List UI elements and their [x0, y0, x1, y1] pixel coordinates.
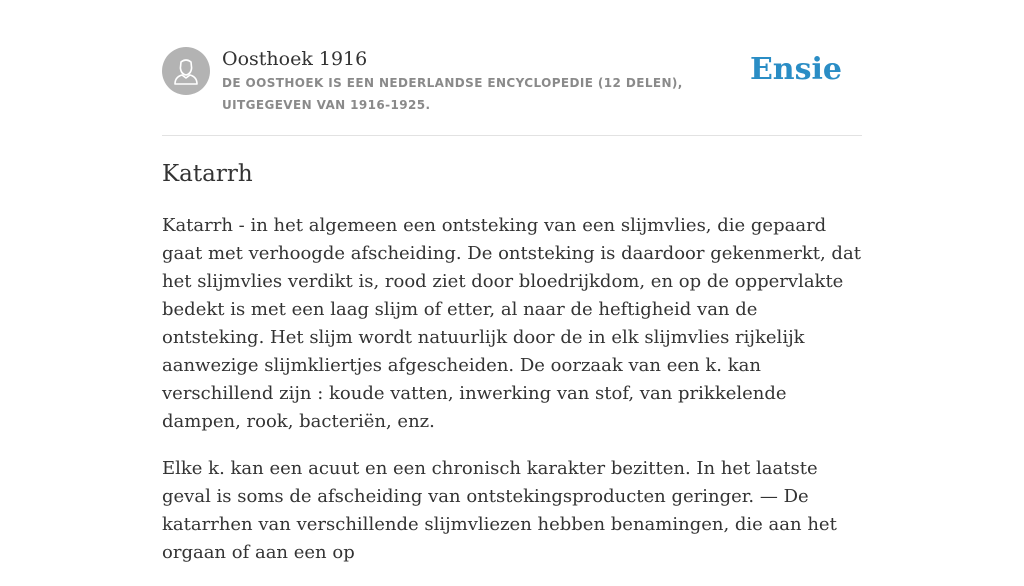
article-paragraph: Elke k. kan een acuut en een chronisch karakter bezitten. In het laatste geval is soms de afscheiding van ontstekingsproducten geringer. — De katarrhen van verschillende slijmvliezen hebben benamingen, die aan het orgaan of aan een op	[162, 458, 837, 563]
user-avatar-icon[interactable]	[162, 47, 210, 95]
ensie-logo[interactable]: Ensie	[749, 52, 842, 87]
source-description: DE OOSTHOEK IS EEN NEDERLANDSE ENCYCLOPEDIE (12 DELEN), UITGEGEVEN VAN 1916-1925.	[222, 76, 683, 112]
header-divider	[162, 135, 862, 136]
source-header	[162, 44, 862, 134]
source-title[interactable]: Oosthoek 1916	[222, 48, 368, 70]
article-paragraph: Katarrh - in het algemeen een ontsteking van een slijmvlies, die gepaard gaat met verhoogde afscheiding. De ontsteking is daardoor gekenmerkt, dat het slijmvlies verdikt is, rood ziet door bloedrijkdom, en op de oppervlakte bedekt is met een laag slijm of etter, al naar de heftigheid van de ontsteking. Het slijm wordt natuurlijk door de in elk slijmvlies rijkelijk aanwezige slijmkliertjes afgescheiden. De oorzaak van een k. kan verschillend zijn : koude vatten, inwerking van stof, van prikkelende dampen, rook, bacteriën, enz.	[162, 215, 861, 432]
article-title: Katarrh	[162, 161, 253, 187]
article-body	[162, 212, 862, 586]
